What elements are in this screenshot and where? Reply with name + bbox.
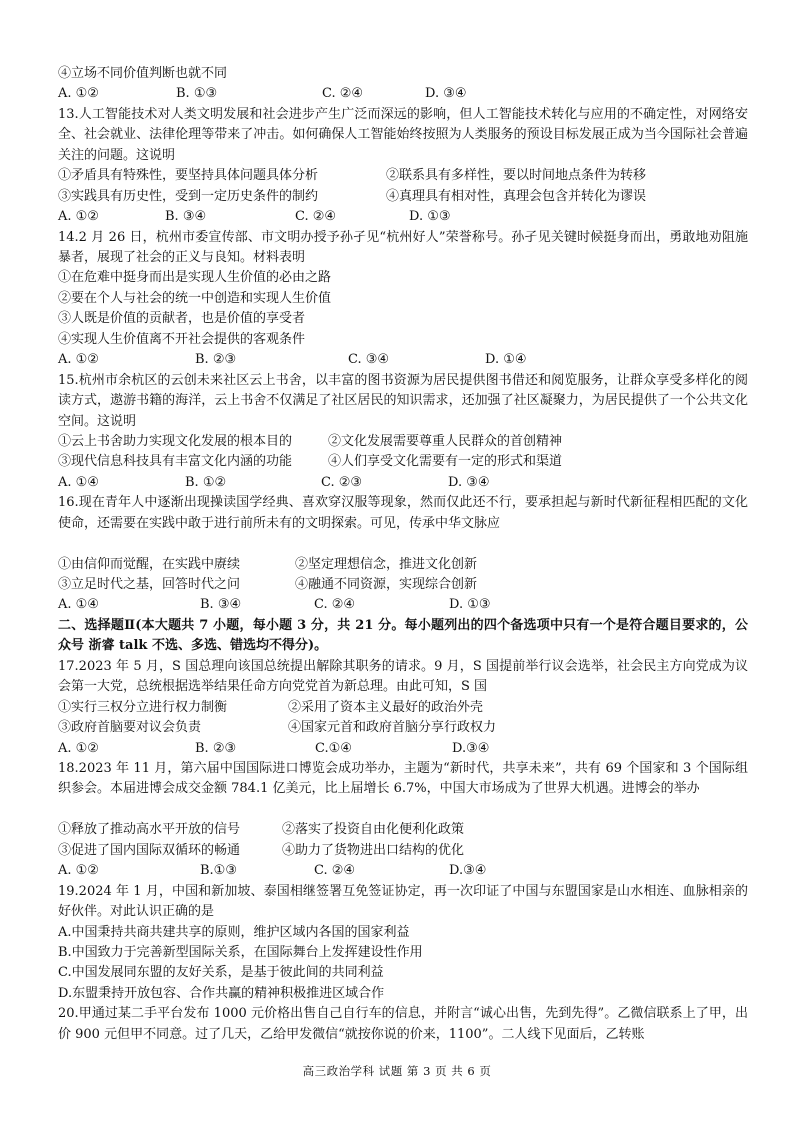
q17-option-b: B. ②③ [195,740,237,756]
q18-items-row1 [58,820,748,840]
q12-options [58,84,748,104]
q18-item4: ④助力了货物进出口结构的优化 [282,842,465,858]
q17-item1: ①实行三权分立进行权力制衡 [58,699,228,715]
q14-option-c: C. ③④ [348,352,390,368]
q16-option-a: A. ①④ [58,597,99,613]
q14-stem: 14.2 月 26 日，杭州市委宣传部、市文明办授予孙孑见“杭州好人”荣誉称号。孙孑见关键时候挺身而出，勇敢地劝阻施暴者，展现了社会的正义与良知。材料表明 [58,229,748,265]
q15-option-b: B. ①② [185,474,227,490]
q14-item1: ①在危难中挺身而出是实现人生价值的必由之路 [58,270,332,286]
q18-option-a: A. ①② [58,863,99,879]
q15-item1: ①云上书舍助力实现文化发展的根本目的 [58,433,293,449]
q17-item3: ③政府首脑要对议会负责 [58,720,202,736]
q14-item2: ②要在个人与社会的统一中创造和实现人生价值 [58,290,332,306]
q18-items-row2 [58,841,748,861]
q13-option-b: B. ③④ [165,209,207,225]
q14-item3: ③人既是价值的贡献者，也是价值的享受者 [58,311,306,327]
q17-item4: ④国家元首和政府首脑分享行政权力 [288,720,497,736]
q15-item3: ③现代信息科技具有丰富文化内涵的功能 [58,454,293,470]
q16-option-c: C. ②④ [314,597,356,613]
q13-item1: ①矛盾具有特殊性，要坚持具体问题具体分析 [58,168,319,184]
q14-options [58,350,748,370]
q15-options [58,473,748,493]
q16-stem: 16.现在青年人中逐渐出现操读国学经典、喜欢穿汉服等现象，然而仅此还不行，要承担起与新时代新征程相匹配的文化使命，还需要在实践中敢于进行前所未有的文明探索。可见，传承中华文脉应 [58,495,748,531]
q14-option-b: B. ②③ [195,352,237,368]
q15-option-d: D. ③④ [448,474,490,490]
q17-items-row1 [58,698,748,718]
q17-options [58,739,748,759]
q15-item2: ②文化发展需要尊重人民群众的首创精神 [328,433,563,449]
q18-item1: ①释放了推动高水平开放的信号 [58,822,241,838]
q19-option-d: D.东盟秉持开放包容、合作共赢的精神积极推进区域合作 [58,985,385,1001]
q12-option-c: C. ②④ [322,86,364,102]
q16-option-b: B. ③④ [200,597,242,613]
q17-items-row2 [58,718,748,738]
q13-option-d: D. ①③ [409,209,451,225]
q13-item3: ③实践具有历史性，受到一定历史条件的制约 [58,188,319,204]
q19-option-a: A.中国秉持共商共建共享的原则，维护区域内各国的国家利益 [58,924,410,940]
q16-item1: ①由信仰而觉醒，在实践中赓续 [58,556,241,572]
q15-stem: 15.杭州市余杭区的云创未来社区云上书舍，以丰富的图书资源为居民提供图书借还和阅览服务，让群众享受多样化的阅读方式，遨游书籍的海洋，云上书舍不仅满足了社区居民的知识需求，还加强了社区凝聚力，为居民提供了一个公共文化空间。这说明 [58,372,748,429]
q14-item4: ④实现人生价值离不开社会提供的客观条件 [58,331,306,347]
q20-stem: 20.甲通过某二手平台发布 1000 元价格出售自己自行车的信息，并附言“诚心出售，先到先得”。乙微信联系上了甲，出价 900 元但甲不同意。过了几天，乙给甲发微信“就按你说的价来，1100”。二人线下见面后，乙转账 [58,1006,748,1042]
q17-option-d: D.③④ [452,740,490,756]
q18-options [58,861,748,881]
exam-page [58,64,748,1066]
q13-option-c: C. ②④ [295,209,337,225]
q12-item4: ④立场不同价值判断也就不同 [58,66,228,81]
q16-items-row2 [58,575,748,595]
q13-item2: ②联系具有多样性，要以时间地点条件为转移 [386,168,647,184]
q15-item4: ④人们享受文化需要有一定的形式和渠道 [328,454,563,470]
q19-option-b: B.中国致力于完善新型国际关系，在国际舞台上发挥建设性作用 [58,945,423,960]
q16-options [58,595,748,615]
q18-item3: ③促进了国内国际双循环的畅通 [58,842,241,858]
q12-option-a: A. ①② [58,86,99,102]
q17-option-a: A. ①② [58,740,99,756]
q16-option-d: D. ①③ [449,597,491,613]
q16-item4: ④融通不同资源，实现综合创新 [295,577,478,593]
q15-option-a: A. ①④ [58,474,99,490]
q14-option-d: D. ①④ [485,352,527,368]
q18-option-b: B.①③ [200,863,237,879]
q12-option-b: B. ①③ [176,86,218,102]
q15-items-row2 [58,452,748,472]
q17-stem: 17.2023 年 5 月，S 国总理向该国总统提出解除其职务的请求。9 月，S 国提前举行议会选举，社会民主方向党成为议会第一大党，总统根据选举结果任命方向党党首为新总理。由此可知，S 国 [58,658,748,695]
section-2-heading: 二、选择题Ⅱ(本大题共 7 小题，每小题 3 分，共 21 分。每小题列出的四个备选项中只有一个是符合题目要求的，公众号 浙睿 talk 不选、多选、错选均不得分)。 [58,617,748,654]
q13-items-row1 [58,166,748,186]
q13-items-row2 [58,187,748,207]
q18-option-c: C. ②④ [314,863,356,879]
q15-items-row1 [58,432,748,452]
q13-stem: 13.人工智能技术对人类文明发展和社会进步产生广泛而深远的影响，但人工智能技术转化与应用的不确定性，对网络安全、社会就业、法律伦理等带来了冲击。如何确保人工智能始终按照为人类服务的预设目标发展正成为当今国际社会普遍关注的问题。这说明 [58,106,748,163]
q13-option-a: A. ①② [58,209,99,225]
q16-item2: ②坚定理想信念，推进文化创新 [295,556,478,572]
q14-option-a: A. ①② [58,352,99,368]
q17-item2: ②采用了资本主义最好的政治外壳 [288,699,484,715]
q18-option-d: D.③④ [449,863,487,879]
q12-option-d: D. ③④ [425,86,467,102]
q19-option-c: C.中国发展同东盟的友好关系，是基于彼此间的共同利益 [58,965,384,981]
q19-stem: 19.2024 年 1 月，中国和新加坡、泰国相继签署互免签证协定，再一次印证了中国与东盟国家是山水相连、血脉相亲的好伙伴。对此认识正确的是 [58,883,748,920]
q17-option-c: C.①④ [315,740,352,756]
q18-item2: ②落实了投资自由化便利化政策 [282,822,465,838]
q13-options [58,207,748,227]
page-footer: 高三政治学科 试题 第 3 页 共 6 页 [302,1064,492,1078]
q13-item4: ④真理具有相对性，真理会包含并转化为谬误 [386,188,647,204]
q16-items-row1 [58,555,748,575]
q16-item3: ③立足时代之基，回答时代之问 [58,577,241,593]
q15-option-c: C. ②③ [321,474,363,490]
q18-stem: 18.2023 年 11 月，第六届中国国际进口博览会成功举办，主题为“新时代，共享未来”，共有 69 个国家和 3 个国际组织参会。本届进博会成交金额 784.1 亿美元，比上届增长 6.7%，中国大市场成为了世界大机遇。进博会的举办 [58,761,748,797]
